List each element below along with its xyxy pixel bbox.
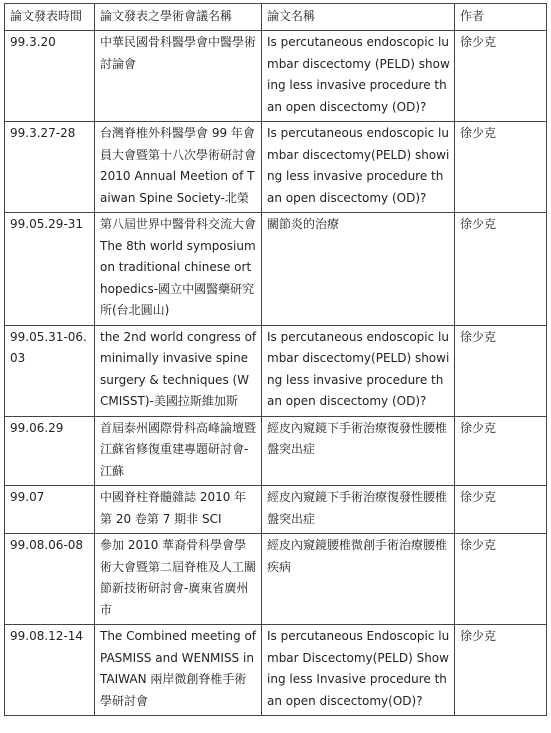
cell-title: Is percutaneous endoscopic lumbar discectomy (PELD) showing less invasive procedure than open discectomy (OD)? [262, 31, 455, 122]
table-row [5, 534, 547, 625]
header-row [5, 4, 547, 31]
cell-author: 徐少克 [455, 325, 547, 416]
table-row [5, 122, 547, 213]
cell-author: 徐少克 [455, 416, 547, 486]
table-row [5, 625, 547, 716]
header-date: 論文發表時間 [5, 4, 95, 31]
cell-conference: the 2nd world congress of minimally invasive spine surgery & techniques (WCMISST)-美國拉斯維加斯 [95, 325, 262, 416]
cell-conference: 台灣脊椎外科醫學會 99 年會員大會暨第十八次學術研討會 2010 Annual Meetion of Taiwan Spine Society-北榮 [95, 122, 262, 213]
cell-title: Is percutaneous endoscopic lumbar discectomy(PELD) showing less invasive procedure than open discectomy (OD)? [262, 325, 455, 416]
table-row [5, 416, 547, 486]
cell-author: 徐少克 [455, 213, 547, 326]
cell-conference: 首屆泰州國際骨科高峰論壇暨江蘇省修復重建專題研討會-江蘇 [95, 416, 262, 486]
cell-conference: 參加 2010 華裔骨科學會學術大會暨第二屆脊椎及人工關節新技術研討會-廣東省廣州市 [95, 534, 262, 625]
header-author: 作者 [455, 4, 547, 31]
cell-title: 經皮內窺鏡腰椎微創手術治療腰椎疾病 [262, 534, 455, 625]
cell-conference: 第八屆世界中醫骨科交流大會 The 8th world symposium on traditional chinese orthopedics-國立中國醫藥研究所(台北圓山) [95, 213, 262, 326]
publication-table [4, 3, 547, 716]
table-row [5, 31, 547, 122]
cell-author: 徐少克 [455, 122, 547, 213]
header-title: 論文名稱 [262, 4, 455, 31]
cell-title: Is percutaneous Endoscopic lumbar Discectomy(PELD) Showing less Invasive procedure than open discectomy(OD)? [262, 625, 455, 716]
header-conference: 論文發表之學術會議名稱 [95, 4, 262, 31]
cell-title: 經皮內窺鏡下手術治療復發性腰椎盤突出症 [262, 486, 455, 534]
cell-author: 徐少克 [455, 486, 547, 534]
cell-author: 徐少克 [455, 31, 547, 122]
table-row [5, 325, 547, 416]
cell-author: 徐少克 [455, 534, 547, 625]
cell-date: 99.06.29 [5, 416, 95, 486]
cell-title: 關節炎的治療 [262, 213, 455, 326]
cell-conference: 中華民國骨科醫學會中醫學術討論會 [95, 31, 262, 122]
table-row [5, 486, 547, 534]
cell-date: 99.05.31-06.03 [5, 325, 95, 416]
cell-date: 99.08.12-14 [5, 625, 95, 716]
cell-author: 徐少克 [455, 625, 547, 716]
cell-date: 99.08.06-08 [5, 534, 95, 625]
cell-date: 99.3.27-28 [5, 122, 95, 213]
cell-title: 經皮內窺鏡下手術治療復發性腰椎盤突出症 [262, 416, 455, 486]
cell-date: 99.07 [5, 486, 95, 534]
cell-date: 99.3.20 [5, 31, 95, 122]
table-row [5, 213, 547, 326]
cell-conference: 中國脊柱脊髓雜誌 2010 年第 20 卷第 7 期非 SCI [95, 486, 262, 534]
cell-date: 99.05.29-31 [5, 213, 95, 326]
cell-conference: The Combined meeting of PASMISS and WENMISS in TAIWAN 兩岸微創脊椎手術學研討會 [95, 625, 262, 716]
cell-title: Is percutaneous endoscopic lumbar discectomy(PELD) showing less invasive procedure than open discectomy (OD)? [262, 122, 455, 213]
